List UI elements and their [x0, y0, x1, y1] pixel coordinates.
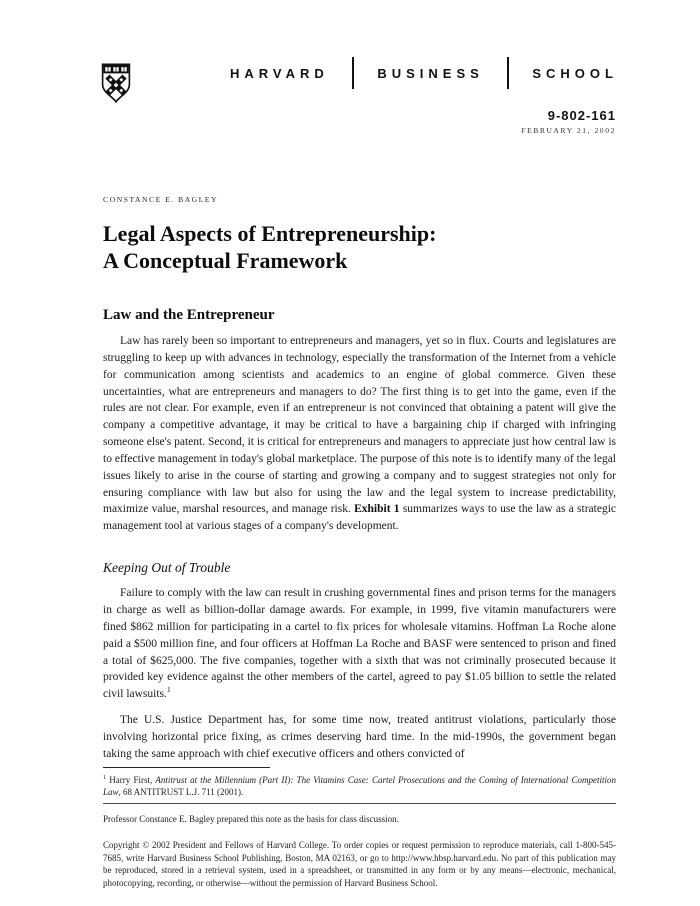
publication-date: FEBRUARY 21, 2002 — [521, 126, 616, 135]
document-body — [103, 195, 616, 890]
document-number: 9-802-161 — [547, 108, 616, 123]
paragraph-text: summarizes ways to use the law as a strategic management tool at various stages of a company's development. — [103, 503, 616, 533]
paragraph: The U.S. Justice Department has, for some time now, treated antitrust violations, particularly those involving horizontal price fixing, as crimes deserving hard time. In the mid-1990s, the government began taking the same approach with chief executive officers and others convicted of — [103, 714, 616, 760]
author-byline: CONSTANCE E. BAGLEY — [103, 195, 218, 204]
footer-rule — [103, 803, 616, 804]
copyright-notice: Copyright © 2002 President and Fellows of Harvard College. To order copies or request permission to reproduce materials, call 1-800-545-7685, write Harvard Business School Publishing, Boston, MA 02163, or go to http://www.hbsp.harvard.edu. No part of this publication may be reproduced, stored in a retrieval system, used in a spreadsheet, or transmitted in any form or by any means—electronic, mechanical, photocopying, recording, or otherwise—without the permission of Harvard Business School. — [103, 840, 616, 888]
exhibit-reference: Exhibit 1 — [354, 503, 400, 516]
wordmark-divider — [507, 57, 509, 89]
document-title — [103, 220, 616, 274]
footnote-work-title: Antitrust at the Millennium (Part II): The Vitamins Case: Cartel Prosecutions and the Coming of International Competition Law — [103, 774, 617, 797]
wordmark-harvard: HARVARD — [230, 65, 329, 81]
footnote-number: 1 — [103, 774, 107, 781]
school-wordmark — [230, 57, 618, 89]
title-line-1: Legal Aspects of Entrepreneurship: — [103, 221, 437, 246]
wordmark-divider — [352, 57, 354, 89]
subsection-heading-keeping-out-of-trouble: Keeping Out of Trouble — [103, 560, 231, 576]
footnote-citation: , 68 ANTITRUST L.J. 711 (2001). — [118, 786, 244, 797]
paragraph — [103, 585, 616, 703]
paragraph — [103, 333, 616, 535]
hbs-shield-icon — [101, 62, 131, 104]
section-heading-law-and-the-entrepreneur: Law and the Entrepreneur — [103, 307, 275, 323]
title-line-2: A Conceptual Framework — [103, 248, 348, 273]
footnote-reference: 1 — [166, 685, 171, 695]
paragraph-text: Failure to comply with the law can result in crushing governmental fines and prison terms for the managers in charge as well as billion-dollar damage awards. For example, in 1999, five vitamin manufacturers were fined $862 million for participating in a cartel to fix prices for wholesale vitamins. Hoffman La Roche alone paid a $500 million fine, and four officers at Hoffman La Roche and BASF were sentenced to prison and fined a total of $625,000. The five companies, together with a sixth that was not criminally prosecuted because it provided key evidence against the other members of the cartel, agreed to pay $1.05 billion to settle the related civil lawsuits. — [103, 587, 616, 701]
wordmark-business: BUSINESS — [377, 65, 484, 81]
footnote-author: Harry First, — [106, 774, 156, 785]
paragraph-text: Law has rarely been so important to entrepreneurs and managers, yet so in flux. Courts and legislatures are struggling to keep up with advances in technology, especially the transformation of the Internet from a vehicle for communication among scientists and academics to an engine of global commerce. Given these uncertainties, what are entrepreneurs and managers to do? The first thing is to get into the game, even if the rules are not clear. For example, even if an entrepreneur is not convinced that obtaining a patent will give the company a competitive advantage, it may be critical to have a bargaining chip if charged with infringing someone else's patent. Second, it is critical for entrepreneurs and managers to appreciate just how central law is to effective management in today's global marketplace. The purpose of this note is to identify many of the legal issues likely to arise in the course of starting and growing a company and to suggest strategies not only for ensuring compliance with law but also for using the law and the legal system to increase predictability, maximize value, marshal resources, and manage risk. — [103, 335, 616, 516]
footnote — [103, 774, 616, 799]
prepared-by-note: Professor Constance E. Bagley prepared this note as the basis for class discussion. — [103, 814, 399, 825]
wordmark-school: SCHOOL — [532, 65, 618, 81]
footnote-separator-rule — [103, 767, 270, 768]
